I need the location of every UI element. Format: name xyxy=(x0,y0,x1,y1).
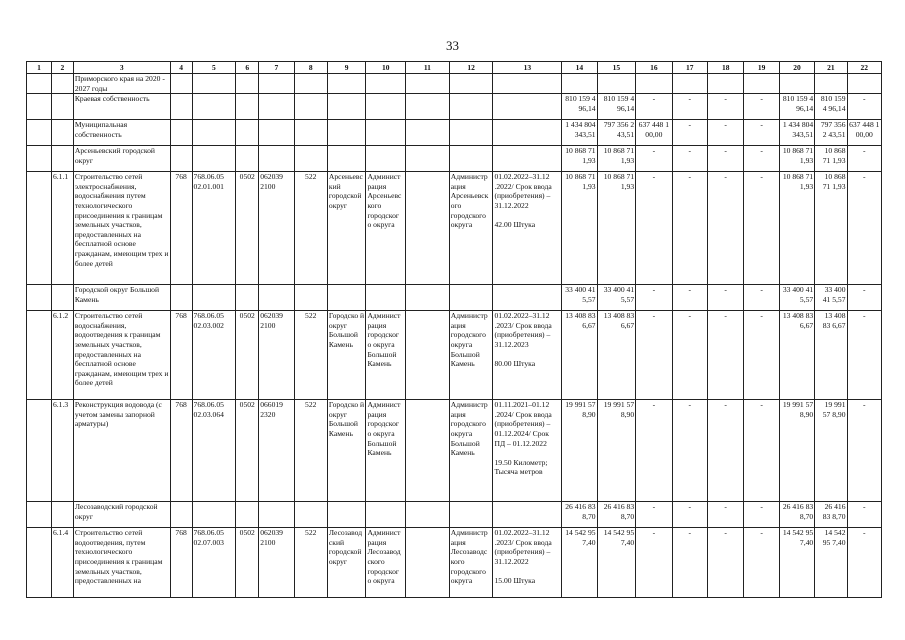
table-cell xyxy=(366,146,406,172)
table-row xyxy=(27,120,882,146)
table-cell xyxy=(27,528,52,598)
table-cell xyxy=(294,74,327,94)
table-cell: 768.06.05 02.01.001 xyxy=(192,172,236,285)
table-cell: - xyxy=(672,311,707,400)
table-cell: - xyxy=(744,502,779,528)
table-cell: Администр ация Лесозаводс кого городского округа xyxy=(449,528,493,598)
table-cell: Краевая собственность xyxy=(73,94,170,120)
table-cell: 066019 2320 xyxy=(259,400,294,502)
table-cell: 14 542 95 7,40 xyxy=(779,528,814,598)
table-cell: - xyxy=(672,400,707,502)
table-cell xyxy=(294,120,327,146)
table-cell xyxy=(51,94,73,120)
table-cell: - xyxy=(847,94,882,120)
column-header: 17 xyxy=(672,62,707,74)
table-cell: - xyxy=(672,94,707,120)
table-cell xyxy=(294,94,327,120)
column-header: 2 xyxy=(51,62,73,74)
table-row xyxy=(27,146,882,172)
table-cell xyxy=(815,74,847,94)
table-cell: 13 408 83 6,67 xyxy=(597,311,636,400)
table-cell: 01.02.2022–31.12 .2022/ Срок ввода (приобретения) – 31.12.2022 42.00 Штука xyxy=(493,172,562,285)
table-cell xyxy=(236,94,259,120)
table-cell: - xyxy=(744,400,779,502)
table-cell xyxy=(192,146,236,172)
table-row xyxy=(27,502,882,528)
table-cell: 10 868 71 1,93 xyxy=(779,172,814,285)
table-cell: 6.1.1 xyxy=(51,172,73,285)
table-cell xyxy=(27,400,52,502)
table-cell xyxy=(170,74,192,94)
table-cell: Лесозавод ский городской округ xyxy=(327,528,366,598)
table-cell: 10 868 71 1,93 xyxy=(815,172,847,285)
table-cell: 10 868 71 1,93 xyxy=(779,146,814,172)
table-row xyxy=(27,74,882,94)
table-cell: 10 868 71 1,93 xyxy=(562,172,597,285)
table-row xyxy=(27,311,882,400)
table-cell xyxy=(259,120,294,146)
table-cell: 6.1.4 xyxy=(51,528,73,598)
table-cell: 01.02.2022–31.12 .2023/ Срок ввода (приобретения) – 31.12.2023 80.00 Штука xyxy=(493,311,562,400)
table-cell: Админист рация Лесозавод ского городског о округа xyxy=(366,528,406,598)
table-cell xyxy=(27,502,52,528)
table-cell xyxy=(406,120,450,146)
table-cell: - xyxy=(847,528,882,598)
table-cell: 6.1.3 xyxy=(51,400,73,502)
table-cell: 10 868 71 1,93 xyxy=(597,146,636,172)
table-cell xyxy=(847,74,882,94)
table-cell: Реконструкция водовода (с учетом замены запорной арматуры) xyxy=(73,400,170,502)
table-cell: 26 416 83 8,70 xyxy=(779,502,814,528)
table-cell xyxy=(294,146,327,172)
table-cell: 810 159 4 96,14 xyxy=(779,94,814,120)
table-cell: 10 868 71 1,93 xyxy=(562,146,597,172)
column-header: 15 xyxy=(597,62,636,74)
table-cell xyxy=(259,94,294,120)
table-cell: - xyxy=(636,94,672,120)
table-cell xyxy=(493,120,562,146)
table-cell xyxy=(493,146,562,172)
table-cell: 13 408 83 6,67 xyxy=(815,311,847,400)
table-cell xyxy=(236,285,259,311)
table-cell xyxy=(406,528,450,598)
column-header: 8 xyxy=(294,62,327,74)
table-cell: 10 868 71 1,93 xyxy=(597,172,636,285)
table-cell xyxy=(406,285,450,311)
table-cell xyxy=(236,74,259,94)
table-cell xyxy=(636,74,672,94)
table-cell xyxy=(327,146,366,172)
table-cell: - xyxy=(707,172,743,285)
table-cell: 522 xyxy=(294,311,327,400)
column-header: 10 xyxy=(366,62,406,74)
table-cell xyxy=(707,74,743,94)
table-cell xyxy=(366,120,406,146)
table-cell: 0502 xyxy=(236,400,259,502)
table-cell: - xyxy=(672,120,707,146)
table-cell xyxy=(493,74,562,94)
budget-table xyxy=(26,61,882,598)
table-cell xyxy=(562,74,597,94)
table-cell: 26 416 83 8,70 xyxy=(815,502,847,528)
column-header: 22 xyxy=(847,62,882,74)
table-cell xyxy=(597,74,636,94)
table-cell xyxy=(192,74,236,94)
table-cell xyxy=(449,146,493,172)
table-cell: - xyxy=(672,528,707,598)
table-cell: - xyxy=(744,94,779,120)
table-cell xyxy=(27,94,52,120)
table-cell: 26 416 83 8,70 xyxy=(562,502,597,528)
table-cell xyxy=(406,146,450,172)
table-cell: 19 991 57 8,90 xyxy=(597,400,636,502)
header-row xyxy=(27,62,882,74)
table-cell: - xyxy=(847,172,882,285)
table-cell: - xyxy=(744,285,779,311)
table-cell: - xyxy=(636,502,672,528)
table-cell xyxy=(366,285,406,311)
table-cell xyxy=(27,120,52,146)
column-header: 4 xyxy=(170,62,192,74)
table-cell xyxy=(51,120,73,146)
table-cell: 797 356 2 43,51 xyxy=(597,120,636,146)
table-cell: Арсеньевский городской округ xyxy=(73,146,170,172)
table-cell xyxy=(192,502,236,528)
column-header: 13 xyxy=(493,62,562,74)
table-cell: - xyxy=(744,146,779,172)
table-cell: - xyxy=(672,502,707,528)
table-cell: Городско й округ Большой Камень xyxy=(327,400,366,502)
table-cell: 19 991 57 8,90 xyxy=(562,400,597,502)
table-cell xyxy=(406,94,450,120)
table-cell: 062039 2100 xyxy=(259,528,294,598)
table-cell: 0502 xyxy=(236,172,259,285)
table-cell: 01.02.2022–31.12 .2023/ Срок ввода (приобретения) – 31.12.2022 15.00 Штука xyxy=(493,528,562,598)
table-row xyxy=(27,400,882,502)
column-header: 12 xyxy=(449,62,493,74)
table-cell: - xyxy=(636,311,672,400)
table-cell: 6.1.2 xyxy=(51,311,73,400)
table-cell: - xyxy=(636,146,672,172)
table-cell xyxy=(259,146,294,172)
table-cell xyxy=(51,285,73,311)
table-cell xyxy=(366,74,406,94)
table-cell xyxy=(192,285,236,311)
table-cell xyxy=(294,502,327,528)
table-cell: - xyxy=(847,285,882,311)
table-row xyxy=(27,528,882,598)
table-cell: 33 400 41 5,57 xyxy=(597,285,636,311)
table-cell: - xyxy=(636,172,672,285)
table-cell: 1 434 804 343,51 xyxy=(562,120,597,146)
table-cell: - xyxy=(636,400,672,502)
table-cell: 768 xyxy=(170,311,192,400)
table-cell: 33 400 41 5,57 xyxy=(815,285,847,311)
table-cell: Администр ация городского округа Большой Камень xyxy=(449,400,493,502)
table-cell xyxy=(449,120,493,146)
table-cell: 10 868 71 1,93 xyxy=(815,146,847,172)
table-cell: Админист рация Арсеньевс кого городског о округа xyxy=(366,172,406,285)
table-cell xyxy=(27,311,52,400)
table-cell: 810 159 4 96,14 xyxy=(597,94,636,120)
table-cell: Строительство сетей электроснабжения, водоснабжения путем технологического присоединения к границам земельных участков, предоставленных на бесплатной основе гражданам, имеющим трех и более детей xyxy=(73,172,170,285)
table-cell xyxy=(27,146,52,172)
table-cell: - xyxy=(707,94,743,120)
column-header: 21 xyxy=(815,62,847,74)
table-cell xyxy=(51,502,73,528)
table-cell: 26 416 83 8,70 xyxy=(597,502,636,528)
table-cell: 522 xyxy=(294,400,327,502)
table-cell: - xyxy=(707,311,743,400)
table-cell xyxy=(236,146,259,172)
table-cell: - xyxy=(707,285,743,311)
table-cell xyxy=(493,502,562,528)
table-cell: Админист рация городског о округа Большой Камень xyxy=(366,400,406,502)
column-header: 6 xyxy=(236,62,259,74)
table-cell: 33 400 41 5,57 xyxy=(779,285,814,311)
table-cell: - xyxy=(707,400,743,502)
table-cell: - xyxy=(707,120,743,146)
table-cell: Городско й округ Большой Камень xyxy=(327,311,366,400)
column-header: 7 xyxy=(259,62,294,74)
table-cell xyxy=(27,74,52,94)
table-cell: 810 159 4 96,14 xyxy=(815,94,847,120)
column-header: 16 xyxy=(636,62,672,74)
table-cell: - xyxy=(707,528,743,598)
table-cell xyxy=(327,94,366,120)
table-cell: 14 542 95 7,40 xyxy=(597,528,636,598)
table-cell: - xyxy=(847,146,882,172)
table-cell xyxy=(170,120,192,146)
table-cell: - xyxy=(744,172,779,285)
table-cell: 768 xyxy=(170,528,192,598)
table-cell: 062039 2100 xyxy=(259,311,294,400)
table-cell xyxy=(406,400,450,502)
column-header: 18 xyxy=(707,62,743,74)
table-cell: - xyxy=(744,311,779,400)
table-cell xyxy=(27,285,52,311)
table-cell: 14 542 95 7,40 xyxy=(815,528,847,598)
table-row xyxy=(27,172,882,285)
table-row xyxy=(27,285,882,311)
table-cell: - xyxy=(672,285,707,311)
table-cell xyxy=(366,94,406,120)
table-cell xyxy=(327,74,366,94)
table-cell: - xyxy=(707,146,743,172)
table-cell xyxy=(449,94,493,120)
table-cell xyxy=(170,502,192,528)
table-cell xyxy=(170,285,192,311)
table-cell xyxy=(294,285,327,311)
table-cell xyxy=(192,94,236,120)
table-cell: - xyxy=(672,146,707,172)
table-cell xyxy=(192,120,236,146)
table-cell: 768.06.05 02.03.064 xyxy=(192,400,236,502)
table-cell: Лесозаводский городской округ xyxy=(73,502,170,528)
table-cell: 062039 2100 xyxy=(259,172,294,285)
table-cell xyxy=(744,74,779,94)
table-cell: - xyxy=(707,502,743,528)
table-cell: - xyxy=(744,528,779,598)
table-cell: 19 991 57 8,90 xyxy=(779,400,814,502)
table-cell: 19 991 57 8,90 xyxy=(815,400,847,502)
table-cell xyxy=(170,146,192,172)
column-header: 9 xyxy=(327,62,366,74)
table-cell xyxy=(51,146,73,172)
page-number: 33 xyxy=(446,38,459,53)
table-cell: Строительство сетей водоотведения, путем технологического присоединения к границам земельных участков, предоставленных на xyxy=(73,528,170,598)
table-cell xyxy=(236,120,259,146)
table-cell: Админист рация городског о округа Большой Камень xyxy=(366,311,406,400)
table-cell: 768.06.05 02.03.002 xyxy=(192,311,236,400)
column-header: 20 xyxy=(779,62,814,74)
table-cell: 13 408 83 6,67 xyxy=(562,311,597,400)
table-cell xyxy=(779,74,814,94)
table-cell: - xyxy=(847,311,882,400)
table-cell xyxy=(236,502,259,528)
table-cell xyxy=(327,502,366,528)
table-cell: 0502 xyxy=(236,528,259,598)
table-cell: 01.11.2021–01.12 .2024/ Срок ввода (приобретения) – 01.12.2024/ Срок ПД – 01.12.2022 19.50 Километр; Тысяча метров xyxy=(493,400,562,502)
column-header: 14 xyxy=(562,62,597,74)
table-cell: - xyxy=(847,400,882,502)
table-cell xyxy=(51,74,73,94)
table-cell: 13 408 83 6,67 xyxy=(779,311,814,400)
table-cell: - xyxy=(636,528,672,598)
table-cell xyxy=(493,285,562,311)
table-cell: 768.06.05 02.07.003 xyxy=(192,528,236,598)
table-cell: - xyxy=(672,172,707,285)
table-cell xyxy=(327,120,366,146)
table-cell: 522 xyxy=(294,172,327,285)
column-header: 5 xyxy=(192,62,236,74)
column-header: 19 xyxy=(744,62,779,74)
table-cell xyxy=(406,74,450,94)
table-cell: - xyxy=(636,285,672,311)
column-header: 11 xyxy=(406,62,450,74)
table-row xyxy=(27,94,882,120)
table-cell xyxy=(406,502,450,528)
table-cell xyxy=(449,285,493,311)
table-cell xyxy=(406,172,450,285)
column-header: 1 xyxy=(27,62,52,74)
table-cell: 522 xyxy=(294,528,327,598)
table-cell xyxy=(672,74,707,94)
table-cell: 0502 xyxy=(236,311,259,400)
table-cell xyxy=(366,502,406,528)
table-cell: 768 xyxy=(170,172,192,285)
table-cell: Администр ация городского округа Большой Камень xyxy=(449,311,493,400)
table-cell: Муниципальная собственность xyxy=(73,120,170,146)
table-cell: 14 542 95 7,40 xyxy=(562,528,597,598)
table-cell: 1 434 804 343,51 xyxy=(779,120,814,146)
table-cell xyxy=(259,285,294,311)
table-cell: 768 xyxy=(170,400,192,502)
table-cell: Арсеньевс кий городской округ xyxy=(327,172,366,285)
table-cell: 797 356 2 43,51 xyxy=(815,120,847,146)
table-cell xyxy=(406,311,450,400)
table-cell: - xyxy=(847,502,882,528)
table-cell: Администр ация Арсеньевск ого городского округа xyxy=(449,172,493,285)
table-cell xyxy=(170,94,192,120)
table-cell: 810 159 4 96,14 xyxy=(562,94,597,120)
table-cell: Городской округ Большой Камень xyxy=(73,285,170,311)
table-cell xyxy=(449,74,493,94)
table-cell: 637 448 1 00,00 xyxy=(636,120,672,146)
table-cell xyxy=(259,502,294,528)
table-cell xyxy=(259,74,294,94)
table-cell xyxy=(27,172,52,285)
table-cell: 33 400 41 5,57 xyxy=(562,285,597,311)
table-cell xyxy=(449,502,493,528)
table-cell: - xyxy=(744,120,779,146)
table-cell: Строительство сетей водоснабжения, водоотведения к границам земельных участков, предоставленных на бесплатной основе гражданам, имеющим трех и более детей xyxy=(73,311,170,400)
table-cell xyxy=(327,285,366,311)
table-cell: Приморского края на 2020 - 2027 годы xyxy=(73,74,170,94)
column-header: 3 xyxy=(73,62,170,74)
table-cell xyxy=(493,94,562,120)
table-cell: 637 448 1 00,00 xyxy=(847,120,882,146)
